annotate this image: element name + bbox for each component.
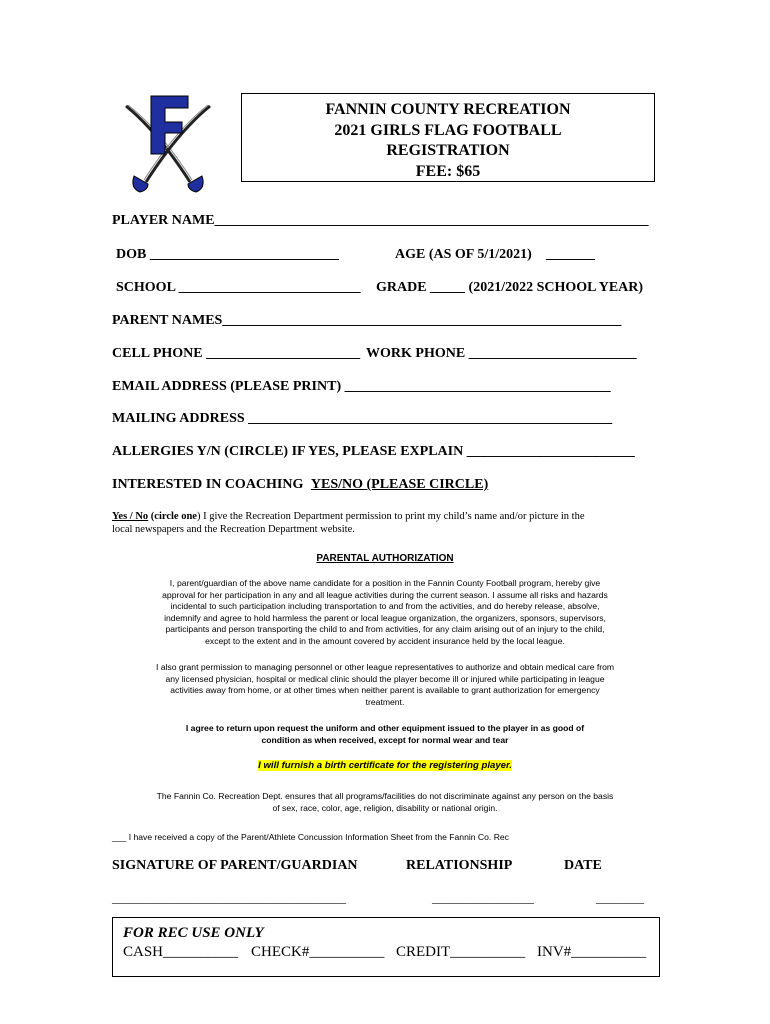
authorization-para-3	[100, 723, 670, 746]
allergies-field[interactable]: ALLERGIES Y/N (CIRCLE) IF YES, PLEASE EXPLAIN ________________________	[112, 444, 635, 459]
para2-line: activities away from home, or at other times when neither parent is available to grant authorization for emergency	[170, 685, 600, 696]
parent-names-field[interactable]: PARENT NAMES_________________________________________________________	[112, 313, 622, 328]
para1-line: indemnify and agree to hold harmless the parent or local league organization, the organizers, sponsors, supervisors,	[164, 612, 606, 623]
coaching-options[interactable]: YES/NO (PLEASE CIRCLE)	[310, 477, 489, 492]
birth-certificate-row	[0, 760, 770, 771]
relationship-label: RELATIONSHIP	[406, 858, 513, 873]
signature-label: SIGNATURE OF PARENT/GUARDIAN	[112, 858, 358, 873]
work-phone-field[interactable]: WORK PHONE ________________________	[366, 346, 637, 361]
cash-field[interactable]: CASH__________	[123, 944, 239, 960]
para1-line: approval for her participation in any and all league activities during the current season. I assume all risks and hazards	[162, 589, 608, 600]
para1-line: I, parent/guardian of the above name candidate for a position in the Fannin County Football program, hereby give	[169, 578, 601, 588]
para2-line: any licensed physician, hospital or medical clinic should the player become ill or injured while participating in league	[165, 673, 605, 684]
player-name-field[interactable]: PLAYER NAME______________________________________________________________	[112, 213, 649, 228]
grade-field[interactable]: GRADE _____ (2021/2022 SCHOOL YEAR)	[376, 280, 644, 295]
email-field[interactable]: EMAIL ADDRESS (PLEASE PRINT) ______________________________________	[112, 379, 611, 394]
nondiscrimination-line: of sex, race, color, age, religion, disability or national origin.	[272, 802, 498, 813]
title-line-1: FANNIN COUNTY RECREATION	[325, 101, 571, 118]
nondiscrimination-line: The Fannin Co. Recreation Dept. ensures that all programs/facilities do not discriminate against any person on the basis	[156, 791, 614, 801]
school-field[interactable]: SCHOOL __________________________	[116, 280, 361, 295]
birth-certificate-note: I will furnish a birth certificate for the registering player.	[258, 760, 512, 771]
check-field[interactable]: CHECK#__________	[251, 944, 385, 960]
credit-field[interactable]: CREDIT__________	[396, 944, 526, 960]
title-line-2: 2021 GIRLS FLAG FOOTBALL	[334, 121, 562, 139]
rec-use-box	[112, 917, 660, 977]
fee: FEE: $65	[415, 162, 481, 180]
para2-line: treatment.	[365, 696, 405, 707]
coaching-label: INTERESTED IN COACHING	[112, 477, 304, 492]
signature-line[interactable]: _______________________________________	[112, 891, 346, 905]
authorization-para-1	[100, 578, 670, 648]
date-label: DATE	[564, 858, 602, 873]
relationship-line[interactable]: _________________	[432, 891, 534, 905]
age-label: AGE (AS OF 5/1/2021)	[395, 247, 532, 262]
permission-text: ) I give the Recreation Department permission to print my child’s name and/or picture in the	[196, 511, 585, 522]
age-field[interactable]: _______	[546, 247, 595, 262]
para3-line: I agree to return upon request the uniform and other equipment issued to the player in as good of	[185, 723, 585, 733]
circle-one: (circle one	[150, 511, 197, 522]
photo-permission	[112, 510, 584, 536]
authorization-heading: PARENTAL AUTHORIZATION	[316, 553, 454, 564]
para2-line: I also grant permission to managing personnel or other league representatives to authorize and obtain medical care from	[155, 662, 615, 672]
nondiscrimination	[100, 791, 670, 814]
concussion-acknowledgement[interactable]: ___ I have received a copy of the Parent/Athlete Concussion Information Sheet from the Fannin Co. Rec	[112, 832, 509, 842]
para1-line: participants and person transporting the child to and from activities, for any claim arising out of an injury to the child,	[165, 624, 605, 635]
crossed-swords-icon	[118, 92, 218, 198]
fannin-logo	[118, 92, 218, 198]
date-line[interactable]: ________	[596, 891, 644, 905]
coaching-field	[112, 477, 488, 493]
authorization-para-2	[100, 662, 670, 708]
para1-line: incidental to such participation including transportation to and from the activities, and do hereby release, absolve,	[170, 601, 600, 612]
para1-line: except to the extent and in the amount covered by accident insurance held by the local league.	[205, 635, 565, 646]
dob-field[interactable]: DOB ___________________________	[116, 247, 339, 262]
rec-use-title: FOR REC USE ONLY	[123, 925, 264, 941]
yes-no-option[interactable]: Yes / No	[112, 511, 149, 522]
title-box	[241, 93, 655, 182]
cell-phone-field[interactable]: CELL PHONE ______________________	[112, 346, 361, 361]
inv-field[interactable]: INV#__________	[537, 944, 647, 960]
permission-text-2: local newspapers and the Recreation Department website.	[112, 524, 355, 535]
title-line-3: REGISTRATION	[386, 142, 510, 159]
mailing-address-field[interactable]: MAILING ADDRESS ____________________________________________________	[112, 411, 613, 426]
para3-line: condition as when received, except for normal wear and tear	[261, 734, 509, 745]
